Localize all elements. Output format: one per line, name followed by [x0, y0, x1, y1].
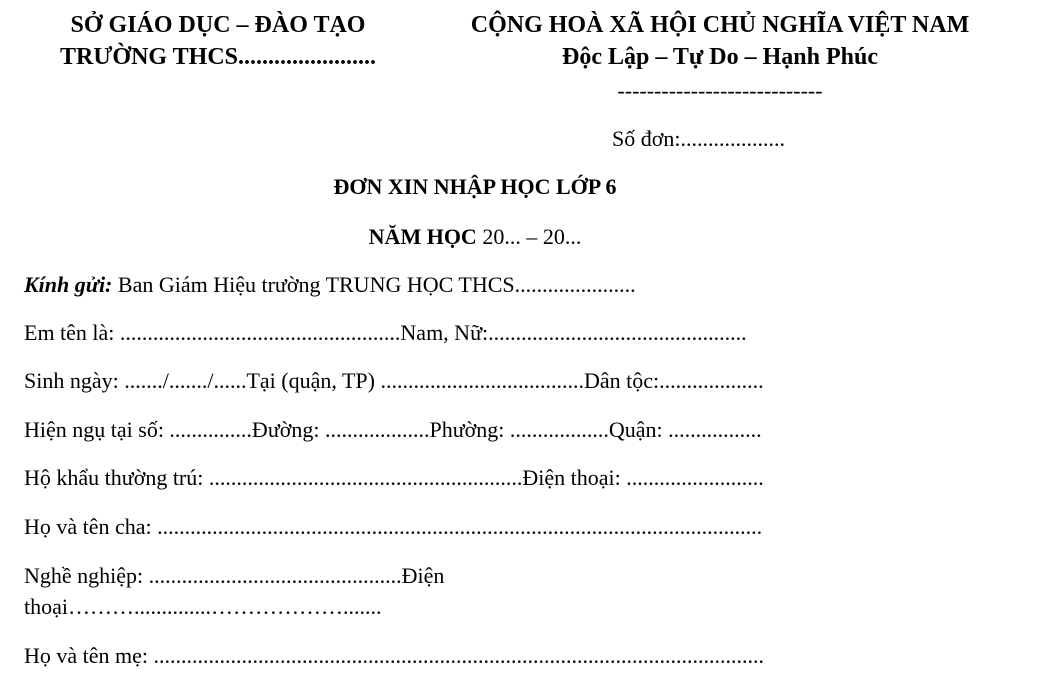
application-number: Số đơn:...................: [612, 126, 785, 151]
mother-name-field: Họ và tên mẹ: ...............................................................................................................: [24, 643, 765, 668]
occupation-field-line1: Nghề nghiệp: ..............................................Điện: [24, 563, 445, 588]
school-name: TRƯỜNG THCS.......................: [59, 44, 377, 70]
document-title: ĐƠN XIN NHẬP HỌC LỚP 6: [333, 174, 617, 199]
birth-info-field: Sinh ngày: ......./......./......Tại (quận, TP) .....................................Dân tộc:...................: [24, 368, 764, 393]
department-name: SỞ GIÁO DỤC – ĐÀO TẠO: [70, 12, 366, 38]
recipient-line: [24, 272, 636, 298]
occupation-field-line2: thoại………..............……………….......: [24, 594, 382, 619]
father-name-field: Họ và tên cha: ..............................................................................................................: [24, 514, 763, 539]
address-field: Hiện ngụ tại số: ...............Đường: ...................Phường: ..................Quận: .................: [24, 417, 762, 442]
student-name-field: Em tên là: ...................................................Nam, Nữ:...............................................: [24, 320, 747, 345]
header-separator: ----------------------------: [617, 78, 823, 103]
household-field: Hộ khẩu thường trú: .........................................................Điện thoại: .........................: [24, 465, 764, 490]
recipient-value: Ban Giám Hiệu trường TRUNG HỌC THCS......................: [112, 272, 636, 297]
school-year-label: NĂM HỌC: [368, 224, 477, 249]
recipient-label: Kính gửi:: [24, 272, 113, 297]
school-year-value: 20... – 20...: [476, 224, 582, 249]
national-motto: Độc Lập – Tự Do – Hạnh Phúc: [561, 44, 879, 70]
school-year: [0, 224, 950, 250]
country-name: CỘNG HOÀ XÃ HỘI CHỦ NGHĨA VIỆT NAM: [470, 12, 970, 38]
